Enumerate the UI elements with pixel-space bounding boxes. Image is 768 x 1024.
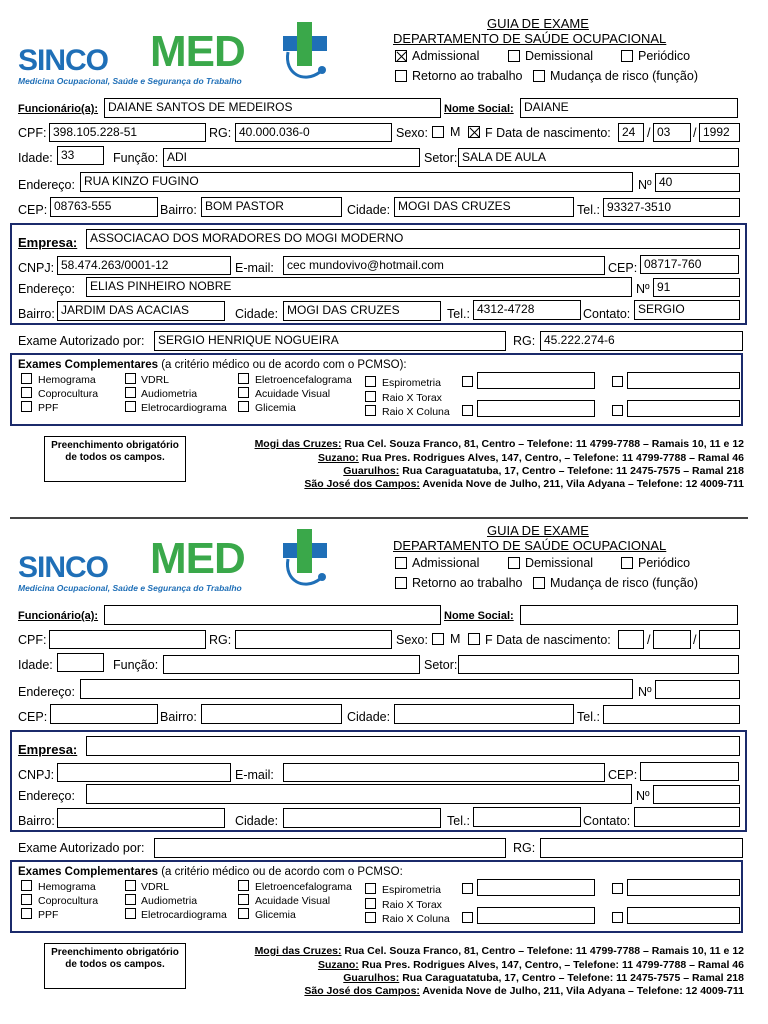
tel-field[interactable] [603, 705, 740, 724]
acuidade-visual-checkbox[interactable] [238, 894, 249, 905]
empresa-bairro-field[interactable]: JARDIM DAS ACACIAS [57, 301, 225, 321]
nome-social-field[interactable] [520, 605, 738, 625]
numero-label: Nº [638, 685, 652, 699]
numero-label: Nº [638, 178, 652, 192]
empresa-cidade-field[interactable]: MOGI DAS CRUZES [283, 301, 441, 321]
address-suzano [318, 452, 744, 465]
cpf-field[interactable] [49, 630, 206, 649]
retorno-label: Retorno ao trabalho [412, 69, 523, 83]
outro-exame-field[interactable] [627, 400, 740, 417]
nascimento-mes-field[interactable]: 03 [653, 123, 691, 142]
demissional-checkbox[interactable] [508, 50, 520, 62]
cidade-field[interactable] [394, 704, 574, 724]
espirometria-label: Espirometria [382, 377, 441, 389]
outro-exame-field[interactable] [627, 879, 740, 896]
funcao-label: Função: [113, 151, 159, 165]
numero-field[interactable]: 40 [655, 173, 740, 192]
periodico-label: Periódico [638, 49, 691, 63]
address-sjc [304, 478, 744, 491]
espirometria-label: Espirometria [382, 884, 441, 896]
empresa-numero-field[interactable] [653, 785, 740, 804]
idade-label: Idade: [18, 658, 53, 672]
address-city: Guarulhos: [343, 972, 400, 984]
logo-med: MED [150, 27, 245, 76]
autorizado-rg-label: RG: [513, 841, 536, 855]
funcao-field[interactable] [163, 655, 420, 674]
outro-exame-checkbox[interactable] [462, 405, 473, 416]
empresa-cidade-label: Cidade: [235, 814, 279, 828]
address-city: São José dos Campos: [304, 478, 420, 490]
nascimento-mes-field[interactable] [653, 630, 691, 649]
espirometria-checkbox[interactable] [365, 376, 376, 387]
department-title: DEPARTAMENTO DE SAÚDE OCUPACIONAL [393, 538, 667, 553]
hemograma-label: Hemograma [38, 881, 96, 893]
eletroencefalograma-label: Eletroencefalograma [255, 881, 352, 893]
address-city: Suzano: [317, 959, 359, 971]
address-mogi [255, 438, 744, 451]
address-text: Rua Caraguatatuba, 17, Centro – Telefone: 11 2475-7575 – Ramal 218 [399, 465, 744, 477]
empresa-tel-field[interactable] [473, 807, 581, 827]
periodico-label: Periódico [638, 556, 691, 570]
outro-exame-field[interactable] [477, 400, 595, 417]
address-guarulhos [343, 972, 744, 985]
glicemia-checkbox[interactable] [238, 908, 249, 919]
address-mogi [255, 945, 744, 958]
autorizado-label: Exame Autorizado por: [18, 841, 145, 855]
empresa-numero-field[interactable]: 91 [653, 278, 740, 297]
retorno-label: Retorno ao trabalho [412, 576, 523, 590]
exam-guide-form2 [0, 507, 768, 1012]
empresa-bairro-label: Bairro: [18, 814, 55, 828]
nome-social-field[interactable]: DAIANE [520, 98, 738, 118]
empresa-field[interactable]: ASSOCIACAO DOS MORADORES DO MOGI MODERNO [86, 229, 740, 249]
bairro-field[interactable]: BOM PASTOR [201, 197, 342, 217]
sexo-m-checkbox[interactable] [432, 633, 444, 645]
mudanca-risco-checkbox[interactable] [533, 577, 545, 589]
guide-title: GUIA DE EXAME [487, 16, 589, 31]
cidade-field[interactable]: MOGI DAS CRUZES [394, 197, 574, 217]
exames-note: (a critério médico ou de acordo com o PCMSO): [161, 359, 407, 371]
demissional-checkbox[interactable] [508, 557, 520, 569]
exames-heading [18, 865, 403, 880]
sexo-m-checkbox[interactable] [432, 126, 444, 138]
exames-title: Exames Complementares [18, 866, 158, 878]
raiox-torax-checkbox[interactable] [365, 391, 376, 402]
mandatory-notice: Preenchimento obrigatório de todos os campos. [44, 943, 186, 989]
empresa-cep-label: CEP: [608, 261, 638, 275]
outro-exame-checkbox[interactable] [462, 883, 473, 894]
date-separator: / [647, 126, 651, 140]
exames-title: Exames Complementares [18, 359, 158, 371]
raiox-torax-label: Raio X Torax [382, 899, 442, 911]
eletroencefalograma-label: Eletroencefalograma [255, 374, 352, 386]
address-text: Rua Cel. Souza Franco, 81, Centro – Telefone: 11 4799-7788 – Ramais 10, 11 e 12 [341, 945, 744, 957]
sexo-f-nascimento-label: F Data de nascimento: [485, 126, 611, 140]
empresa-cep-label: CEP: [608, 768, 638, 782]
funcionario-label: Funcionário(a): [18, 610, 99, 622]
address-city: Suzano: [317, 452, 359, 464]
autorizado-rg-label: RG: [513, 334, 536, 348]
admissional-label: Admissional [412, 49, 480, 63]
glicemia-label: Glicemia [255, 909, 296, 921]
admissional-label: Admissional [412, 556, 480, 570]
email-label: E-mail: [235, 261, 274, 275]
cidade-label: Cidade: [347, 710, 391, 724]
cep-field[interactable] [50, 704, 158, 724]
rg-label: RG: [209, 633, 232, 647]
address-city: Mogi das Cruzes: [254, 945, 342, 957]
cpf-label: CPF: [18, 126, 47, 140]
sexo-f-checkbox[interactable] [468, 633, 480, 645]
empresa-cep-field[interactable]: 08717-760 [640, 255, 739, 274]
sexo-m-label: M [450, 125, 461, 139]
admissional-checkbox[interactable] [395, 557, 407, 569]
empresa-endereco-label: Endereço: [18, 789, 75, 803]
idade-field[interactable] [57, 653, 104, 672]
address-city: Mogi das Cruzes: [254, 438, 342, 450]
autorizado-rg-field[interactable]: 45.222.274-6 [540, 331, 743, 351]
rg-field[interactable] [235, 630, 392, 649]
raiox-coluna-checkbox[interactable] [365, 405, 376, 416]
address-text: Rua Pres. Rodrigues Alves, 147, Centro, – Telefone: 11 4799-7788 – Ramal 46 [358, 452, 744, 464]
cep-label: CEP: [18, 710, 48, 724]
empresa-cidade-field[interactable] [283, 808, 441, 828]
medical-cross-logo-icon [280, 18, 332, 88]
empresa-tel-label: Tel.: [447, 307, 470, 321]
eletrocardiograma-checkbox[interactable] [125, 908, 136, 919]
vdrl-label: VDRL [141, 881, 170, 893]
demissional-label: Demissional [525, 556, 594, 570]
cnpj-field[interactable] [57, 763, 231, 782]
outro-exame-field[interactable] [477, 879, 595, 896]
bairro-label: Bairro: [160, 203, 197, 217]
empresa-numero-label: Nº [636, 789, 650, 803]
address-guarulhos [343, 465, 744, 478]
logo-sinco: SINCO [18, 551, 109, 584]
hemograma-checkbox[interactable] [21, 373, 32, 384]
coprocultura-label: Coprocultura [38, 895, 99, 907]
numero-field[interactable] [655, 680, 740, 699]
setor-field[interactable]: SALA DE AULA [458, 148, 739, 167]
admissional-checkbox[interactable] [395, 50, 407, 62]
outro-exame-field[interactable] [477, 372, 595, 389]
address-text: Avenida Nove de Julho, 211, Vila Adyana – Telefone: 12 4009-711 [419, 478, 744, 490]
exames-note: (a critério médico ou de acordo com o PCMSO: [161, 866, 403, 878]
rg-label: RG: [209, 126, 232, 140]
cnpj-label: CNPJ: [18, 261, 55, 275]
espirometria-checkbox[interactable] [365, 883, 376, 894]
empresa-bairro-label: Bairro: [18, 307, 55, 321]
address-text: Avenida Nove de Julho, 211, Vila Adyana – Telefone: 12 4009-711 [419, 985, 744, 997]
raiox-torax-label: Raio X Torax [382, 392, 442, 404]
mudanca-risco-checkbox[interactable] [533, 70, 545, 82]
outro-exame-field[interactable] [477, 907, 595, 924]
sexo-label: Sexo: [396, 126, 428, 140]
vdrl-checkbox[interactable] [125, 373, 136, 384]
sexo-f-nascimento-label: F Data de nascimento: [485, 633, 611, 647]
raiox-coluna-label: Raio X Coluna [382, 406, 450, 418]
cep-field[interactable]: 08763-555 [50, 197, 158, 217]
idade-field[interactable]: 33 [57, 146, 104, 165]
vdrl-label: VDRL [141, 374, 170, 386]
empresa-numero-label: Nº [636, 282, 650, 296]
empresa-tel-field[interactable]: 4312-4728 [473, 300, 581, 320]
acuidade-visual-checkbox[interactable] [238, 387, 249, 398]
acuidade-visual-label: Acuidade Visual [255, 895, 331, 907]
outro-exame-checkbox[interactable] [612, 376, 623, 387]
eletroencefalograma-checkbox[interactable] [238, 880, 249, 891]
cnpj-label: CNPJ: [18, 768, 55, 782]
vdrl-checkbox[interactable] [125, 880, 136, 891]
date-separator: / [693, 633, 697, 647]
guide-title: GUIA DE EXAME [487, 523, 589, 538]
tel-field[interactable]: 93327-3510 [603, 198, 740, 217]
glicemia-checkbox[interactable] [238, 401, 249, 412]
audiometria-checkbox[interactable] [125, 894, 136, 905]
endereco-label: Endereço: [18, 178, 75, 192]
tel-label: Tel.: [577, 203, 600, 217]
address-city: Guarulhos: [343, 465, 400, 477]
demissional-label: Demissional [525, 49, 594, 63]
outro-exame-checkbox[interactable] [462, 376, 473, 387]
medical-cross-logo-icon [280, 525, 332, 595]
cnpj-field[interactable]: 58.474.263/0001-12 [57, 256, 231, 275]
empresa-cep-field[interactable] [640, 762, 739, 781]
cpf-field[interactable]: 398.105.228-51 [49, 123, 206, 142]
audiometria-label: Audiometria [141, 895, 198, 907]
coprocultura-checkbox[interactable] [21, 387, 32, 398]
email-field[interactable] [283, 763, 605, 782]
ppf-label: PPF [38, 909, 59, 921]
address-city: São José dos Campos: [304, 985, 420, 997]
empresa-bairro-field[interactable] [57, 808, 225, 828]
exames-heading [18, 358, 407, 373]
ppf-checkbox[interactable] [21, 908, 32, 919]
eletrocardiograma-checkbox[interactable] [125, 401, 136, 412]
contato-field[interactable] [634, 807, 740, 827]
contato-field[interactable]: SERGIO [634, 300, 740, 320]
date-separator: / [647, 633, 651, 647]
coprocultura-checkbox[interactable] [21, 894, 32, 905]
ppf-label: PPF [38, 402, 59, 414]
autorizado-label: Exame Autorizado por: [18, 334, 145, 348]
funcao-field[interactable]: ADI [163, 148, 420, 167]
autorizado-rg-field[interactable] [540, 838, 743, 858]
mudanca-risco-label: Mudança de risco (função) [550, 576, 698, 590]
outro-exame-checkbox[interactable] [612, 912, 623, 923]
outro-exame-checkbox[interactable] [612, 883, 623, 894]
address-text: Rua Cel. Souza Franco, 81, Centro – Telefone: 11 4799-7788 – Ramais 10, 11 e 12 [341, 438, 744, 450]
nome-social-label: Nome Social: [444, 103, 514, 115]
eletrocardiograma-label: Eletrocardiograma [141, 909, 227, 921]
cep-label: CEP: [18, 203, 48, 217]
coprocultura-label: Coprocultura [38, 388, 99, 400]
glicemia-label: Glicemia [255, 402, 296, 414]
cidade-label: Cidade: [347, 203, 391, 217]
empresa-field[interactable] [86, 736, 740, 756]
nascimento-dia-field[interactable]: 24 [618, 123, 644, 142]
page-separator [10, 517, 748, 519]
logo-tagline: Medicina Ocupacional, Saúde e Segurança do Trabalho [18, 76, 242, 86]
idade-label: Idade: [18, 151, 53, 165]
hemograma-label: Hemograma [38, 374, 96, 386]
audiometria-label: Audiometria [141, 388, 198, 400]
endereco-label: Endereço: [18, 685, 75, 699]
logo-tagline: Medicina Ocupacional, Saúde e Segurança do Trabalho [18, 583, 242, 593]
acuidade-visual-label: Acuidade Visual [255, 388, 331, 400]
empresa-label: Empresa: [18, 235, 78, 250]
address-suzano [318, 959, 744, 972]
sexo-m-label: M [450, 632, 461, 646]
contato-label: Contato: [583, 814, 631, 828]
funcionario-label: Funcionário(a): [18, 103, 99, 115]
periodico-checkbox[interactable] [621, 50, 633, 62]
logo-sinco: SINCO [18, 44, 109, 77]
nome-social-label: Nome Social: [444, 610, 514, 622]
funcionario-field[interactable]: DAIANE SANTOS DE MEDEIROS [104, 98, 441, 118]
periodico-checkbox[interactable] [621, 557, 633, 569]
setor-field[interactable] [458, 655, 739, 674]
funcao-label: Função: [113, 658, 159, 672]
empresa-label: Empresa: [18, 742, 78, 757]
rg-field[interactable]: 40.000.036-0 [235, 123, 392, 142]
tel-label: Tel.: [577, 710, 600, 724]
empresa-endereco-label: Endereço: [18, 282, 75, 296]
nascimento-dia-field[interactable] [618, 630, 644, 649]
raiox-coluna-label: Raio X Coluna [382, 913, 450, 925]
outro-exame-field[interactable] [627, 907, 740, 924]
autorizado-field[interactable]: SERGIO HENRIQUE NOGUEIRA [154, 331, 506, 351]
raiox-coluna-checkbox[interactable] [365, 912, 376, 923]
bairro-field[interactable] [201, 704, 342, 724]
outro-exame-field[interactable] [627, 372, 740, 389]
logo-med: MED [150, 534, 245, 583]
department-title: DEPARTAMENTO DE SAÚDE OCUPACIONAL [393, 31, 667, 46]
mandatory-notice: Preenchimento obrigatório de todos os campos. [44, 436, 186, 482]
outro-exame-checkbox[interactable] [462, 912, 473, 923]
address-text: Rua Pres. Rodrigues Alves, 147, Centro, – Telefone: 11 4799-7788 – Ramal 46 [358, 959, 744, 971]
nascimento-ano-field[interactable] [699, 630, 740, 649]
mudanca-risco-label: Mudança de risco (função) [550, 69, 698, 83]
contato-label: Contato: [583, 307, 631, 321]
sexo-f-checkbox[interactable] [468, 126, 480, 138]
hemograma-checkbox[interactable] [21, 880, 32, 891]
retorno-checkbox[interactable] [395, 70, 407, 82]
setor-label: Setor: [424, 151, 458, 165]
date-separator: / [693, 126, 697, 140]
outro-exame-checkbox[interactable] [612, 405, 623, 416]
funcionario-field[interactable] [104, 605, 441, 625]
empresa-endereco-field[interactable] [86, 784, 632, 804]
retorno-checkbox[interactable] [395, 577, 407, 589]
sexo-label: Sexo: [396, 633, 428, 647]
empresa-cidade-label: Cidade: [235, 307, 279, 321]
cpf-label: CPF: [18, 633, 47, 647]
empresa-tel-label: Tel.: [447, 814, 470, 828]
endereco-field[interactable] [80, 679, 633, 699]
setor-label: Setor: [424, 658, 458, 672]
email-label: E-mail: [235, 768, 274, 782]
address-sjc [304, 985, 744, 998]
empresa-endereco-field[interactable]: ELIAS PINHEIRO NOBRE [86, 277, 632, 297]
bairro-label: Bairro: [160, 710, 197, 724]
endereco-field[interactable]: RUA KINZO FUGINO [80, 172, 633, 192]
exam-guide-form1 [0, 0, 768, 505]
autorizado-field[interactable] [154, 838, 506, 858]
audiometria-checkbox[interactable] [125, 387, 136, 398]
raiox-torax-checkbox[interactable] [365, 898, 376, 909]
ppf-checkbox[interactable] [21, 401, 32, 412]
address-text: Rua Caraguatatuba, 17, Centro – Telefone: 11 2475-7575 – Ramal 218 [399, 972, 744, 984]
eletroencefalograma-checkbox[interactable] [238, 373, 249, 384]
eletrocardiograma-label: Eletrocardiograma [141, 402, 227, 414]
email-field[interactable]: cec mundovivo@hotmail.com [283, 256, 605, 275]
nascimento-ano-field[interactable]: 1992 [699, 123, 740, 142]
